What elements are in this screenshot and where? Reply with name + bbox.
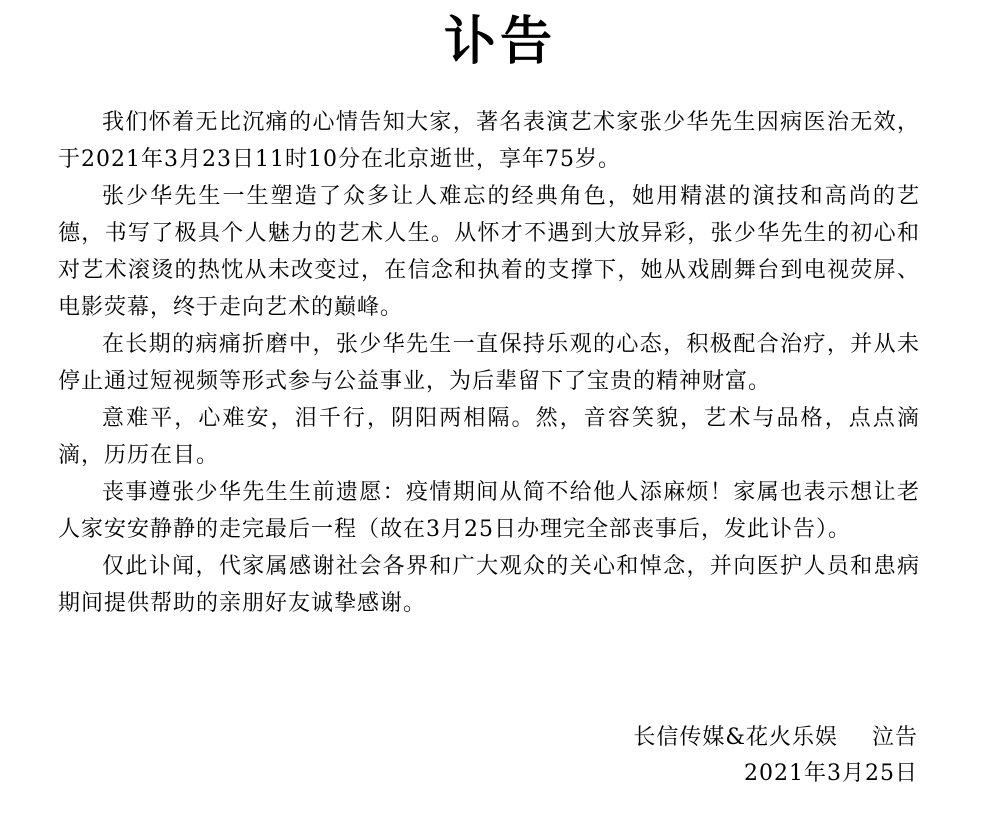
paragraph-career: 张少华先生一生塑造了众多让人难忘的经典角色，她用精湛的演技和高尚的艺德，书写了极具个人魅力的艺术人生。从怀才不遇到大放异彩，张少华先生的初心和对艺术滚烫的热忱从未改变过，在信念和执着的支撑下，她从戏剧舞台到电视荧屏、电影荧幕，终于走向艺术的巅峰。 (58, 184, 920, 320)
signature-action: 泣告 (871, 725, 918, 750)
document-title: 讣告 (443, 12, 556, 72)
signature-block (633, 720, 918, 792)
signature-organizations: 长信传媒&花火乐娱 (633, 725, 838, 750)
paragraph-funeral-wishes: 丧事遵张少华先生生前遗愿：疫情期间从简不给他人添麻烦！家属也表示想让老人家安安静静的走完最后一程（故在3月25日办理完全部丧事后，发此讣告）。 (58, 480, 920, 542)
paragraph-announcement: 我们怀着无比沉痛的心情告知大家，著名表演艺术家张少华先生因病医治无效，于2021年3月23日11时10分在北京逝世，享年75岁。 (58, 110, 920, 172)
paragraph-illness: 在长期的病痛折磨中，张少华先生一直保持乐观的心态，积极配合治疗，并从未停止通过短视频等形式参与公益事业，为后辈留下了宝贵的精神财富。 (58, 332, 920, 394)
paragraph-thanks: 仅此讣闻，代家属感谢社会各界和广大观众的关心和悼念，并向医护人员和患病期间提供帮助的亲朋好友诚挚感谢。 (58, 554, 920, 616)
signature-line (633, 720, 918, 756)
obituary-body (58, 104, 920, 622)
paragraph-grief: 意难平，心难安，泪千行，阴阳两相隔。然，音容笑貌，艺术与品格，点点滴滴，历历在目。 (58, 406, 920, 468)
signature-date: 2021年3月25日 (744, 761, 918, 786)
